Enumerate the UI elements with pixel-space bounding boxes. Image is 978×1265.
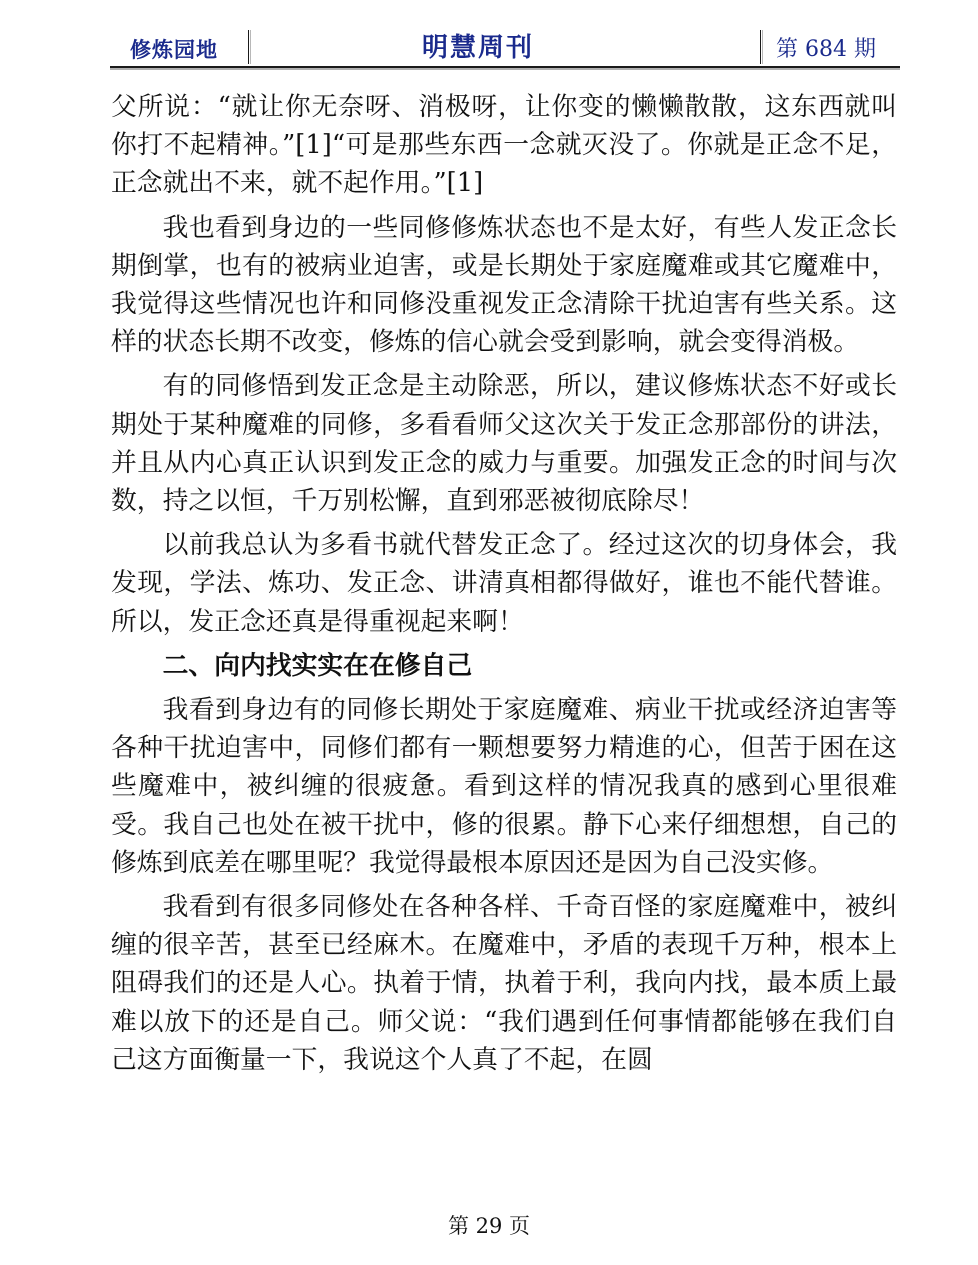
paragraph: 我也看到身边的一些同修修炼状态也不是太好，有些人发正念长期倒掌，也有的被病业迫害，或是长期处于家庭魔难或其它魔难中，我觉得这些情况也许和同修没重视发正念清除干扰迫害有些关系。这样的状态长期不改变，修炼的信心就会受到影响，就会变得消极。 [111, 212, 897, 358]
page-header [110, 22, 900, 68]
header-divider [248, 30, 249, 64]
paragraph: 我看到有很多同修处在各种各样、千奇百怪的家庭魔难中，被纠缠的很辛苦，甚至已经麻木。在魔难中，矛盾的表现千万种，根本上阻碍我们的还是人心。执着于情，执着于利，我向内找，最本质上最难以放下的还是自己。师父说：“我们遇到任何事情都能够在我们自己这方面衡量一下，我说这个人真了不起，在圆 [111, 892, 897, 1075]
header-rule [110, 66, 900, 68]
page-number: 第 29 页 [447, 1214, 531, 1238]
paragraph: 我看到身边有的同修长期处于家庭魔难、病业干扰或经济迫害等各种干扰迫害中，同修们都有一颗想要努力精進的心，但苦于困在这些魔难中，被纠缠的很疲惫。看到这样的情况我真的感到心里很难受。我自己也处在被干扰中，修的很累。静下心来仔细想想，自己的修炼到底差在哪里呢？我觉得最根本原因还是因为自己没实修。 [111, 695, 897, 878]
paragraph: 以前我总认为多看书就代替发正念了。经过这次的切身体会，我发现，学法、炼功、发正念、讲清真相都得做好，谁也不能代替谁。所以，发正念还真是得重视起来啊！ [111, 530, 897, 637]
section-heading: 二、向内找实实在在修自己 [162, 650, 473, 681]
paragraph: 父所说：“就让你无奈呀、消极呀，让你变的懒懒散散，这东西就叫你打不起精神。”[1]“可是那些东西一念就灭没了。你就是正念不足，正念就出不来，就不起作用。”[1] [111, 92, 897, 199]
section-title: 修炼园地 [130, 38, 218, 62]
article-body [111, 88, 897, 1085]
publication-title: 明慧周刊 [422, 33, 535, 63]
paragraph: 有的同修悟到发正念是主动除恶，所以，建议修炼状态不好或长期处于某种魔难的同修，多看看师父这次关于发正念那部份的讲法，并且从内心真正认识到发正念的威力与重要。加强发正念的时间与次数，持之以恒，千万别松懈，直到邪恶被彻底除尽！ [111, 371, 897, 517]
header-divider [760, 30, 761, 64]
issue-number: 第 684 期 [776, 37, 876, 62]
